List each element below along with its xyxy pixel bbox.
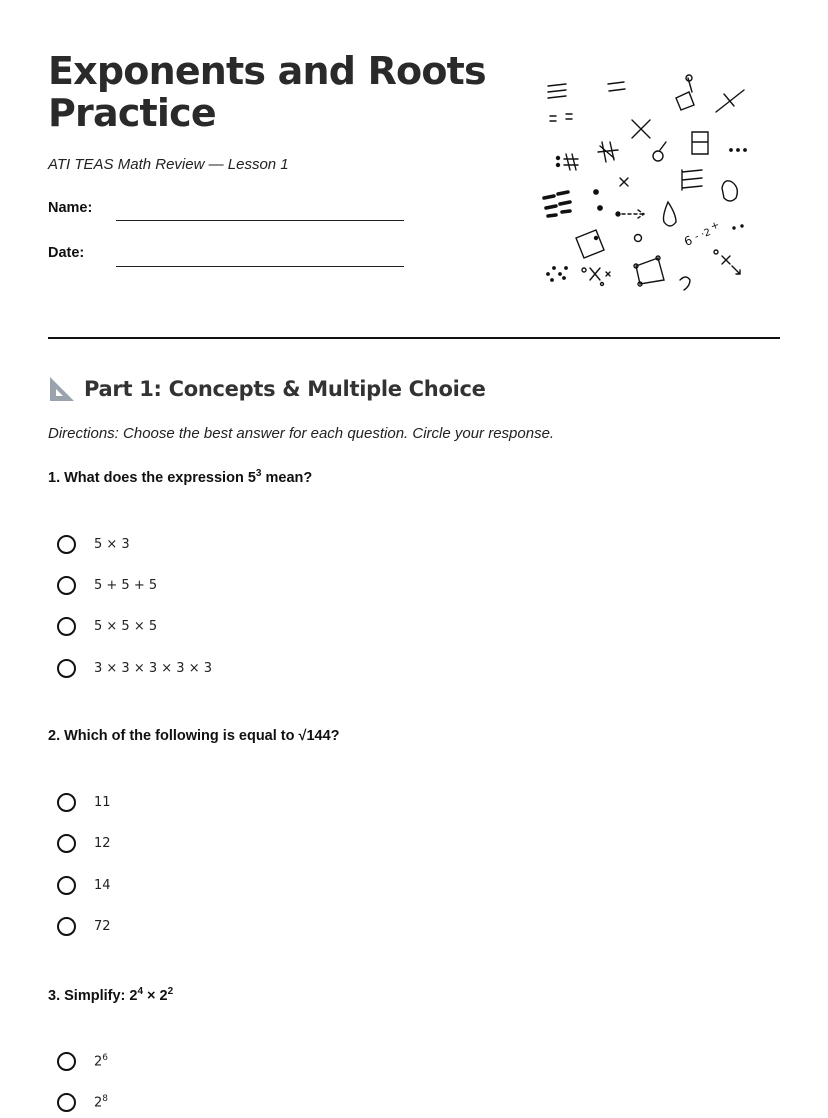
title-line-2: Practice xyxy=(48,91,216,135)
answer-bubble[interactable] xyxy=(57,659,76,678)
option-label: $2^6$ xyxy=(94,1052,109,1070)
answer-bubble[interactable] xyxy=(57,834,76,853)
q2-option-c[interactable] xyxy=(57,872,111,898)
subtitle: ATI TEAS Math Review — Lesson 1 xyxy=(48,156,289,173)
option-label: 3 × 3 × 3 × 3 × 3 xyxy=(94,660,212,676)
question-3: 3. Simplify: $2^4 \times 2^2$ xyxy=(48,986,174,1004)
q1-option-d[interactable] xyxy=(57,655,212,681)
q3-option-b[interactable] xyxy=(57,1089,108,1115)
page-title xyxy=(48,50,518,134)
directions-text: Directions: Choose the best answer for each question. Circle your response. xyxy=(48,425,555,442)
section-header xyxy=(48,374,486,404)
option-label: $2^8$ xyxy=(94,1093,109,1111)
answer-bubble[interactable] xyxy=(57,793,76,812)
answer-bubble[interactable] xyxy=(57,1093,76,1112)
q1-option-a[interactable] xyxy=(57,531,130,557)
q2-option-d[interactable] xyxy=(57,913,111,939)
option-label: 72 xyxy=(94,918,111,934)
name-label: Name: xyxy=(48,200,93,216)
q1-option-b[interactable] xyxy=(57,572,157,598)
answer-bubble[interactable] xyxy=(57,576,76,595)
set-square-icon xyxy=(48,375,76,403)
math-symbols-doodle-icon xyxy=(536,70,768,292)
q2-option-a[interactable] xyxy=(57,789,111,815)
answer-bubble[interactable] xyxy=(57,917,76,936)
section-title: Part 1: Concepts & Multiple Choice xyxy=(84,377,486,401)
option-label: 11 xyxy=(94,794,111,810)
title-line-1: Exponents and Roots xyxy=(48,49,486,93)
option-label: 12 xyxy=(94,835,111,851)
svg-text:6: 6 xyxy=(682,233,695,249)
date-field[interactable] xyxy=(116,266,404,267)
option-label: 5 + 5 + 5 xyxy=(94,577,158,593)
answer-bubble[interactable] xyxy=(57,1052,76,1071)
header-divider xyxy=(48,337,780,339)
question-2: 2. Which of the following is equal to √144? xyxy=(48,728,340,744)
answer-bubble[interactable] xyxy=(57,876,76,895)
svg-text:+: + xyxy=(709,219,721,233)
name-field[interactable] xyxy=(116,220,404,221)
option-label: 5 × 5 × 5 xyxy=(94,618,158,634)
option-label: 14 xyxy=(94,877,111,893)
answer-bubble[interactable] xyxy=(57,617,76,636)
q1-option-c[interactable] xyxy=(57,613,157,639)
svg-text:- ·2: - ·2 xyxy=(693,226,713,243)
answer-bubble[interactable] xyxy=(57,535,76,554)
q3-option-a[interactable] xyxy=(57,1048,108,1074)
q2-option-b[interactable] xyxy=(57,830,111,856)
date-label: Date: xyxy=(48,245,85,261)
option-label: 5 × 3 xyxy=(94,536,130,552)
question-1: 1. What does the expression $5^3$ mean? xyxy=(48,468,313,486)
